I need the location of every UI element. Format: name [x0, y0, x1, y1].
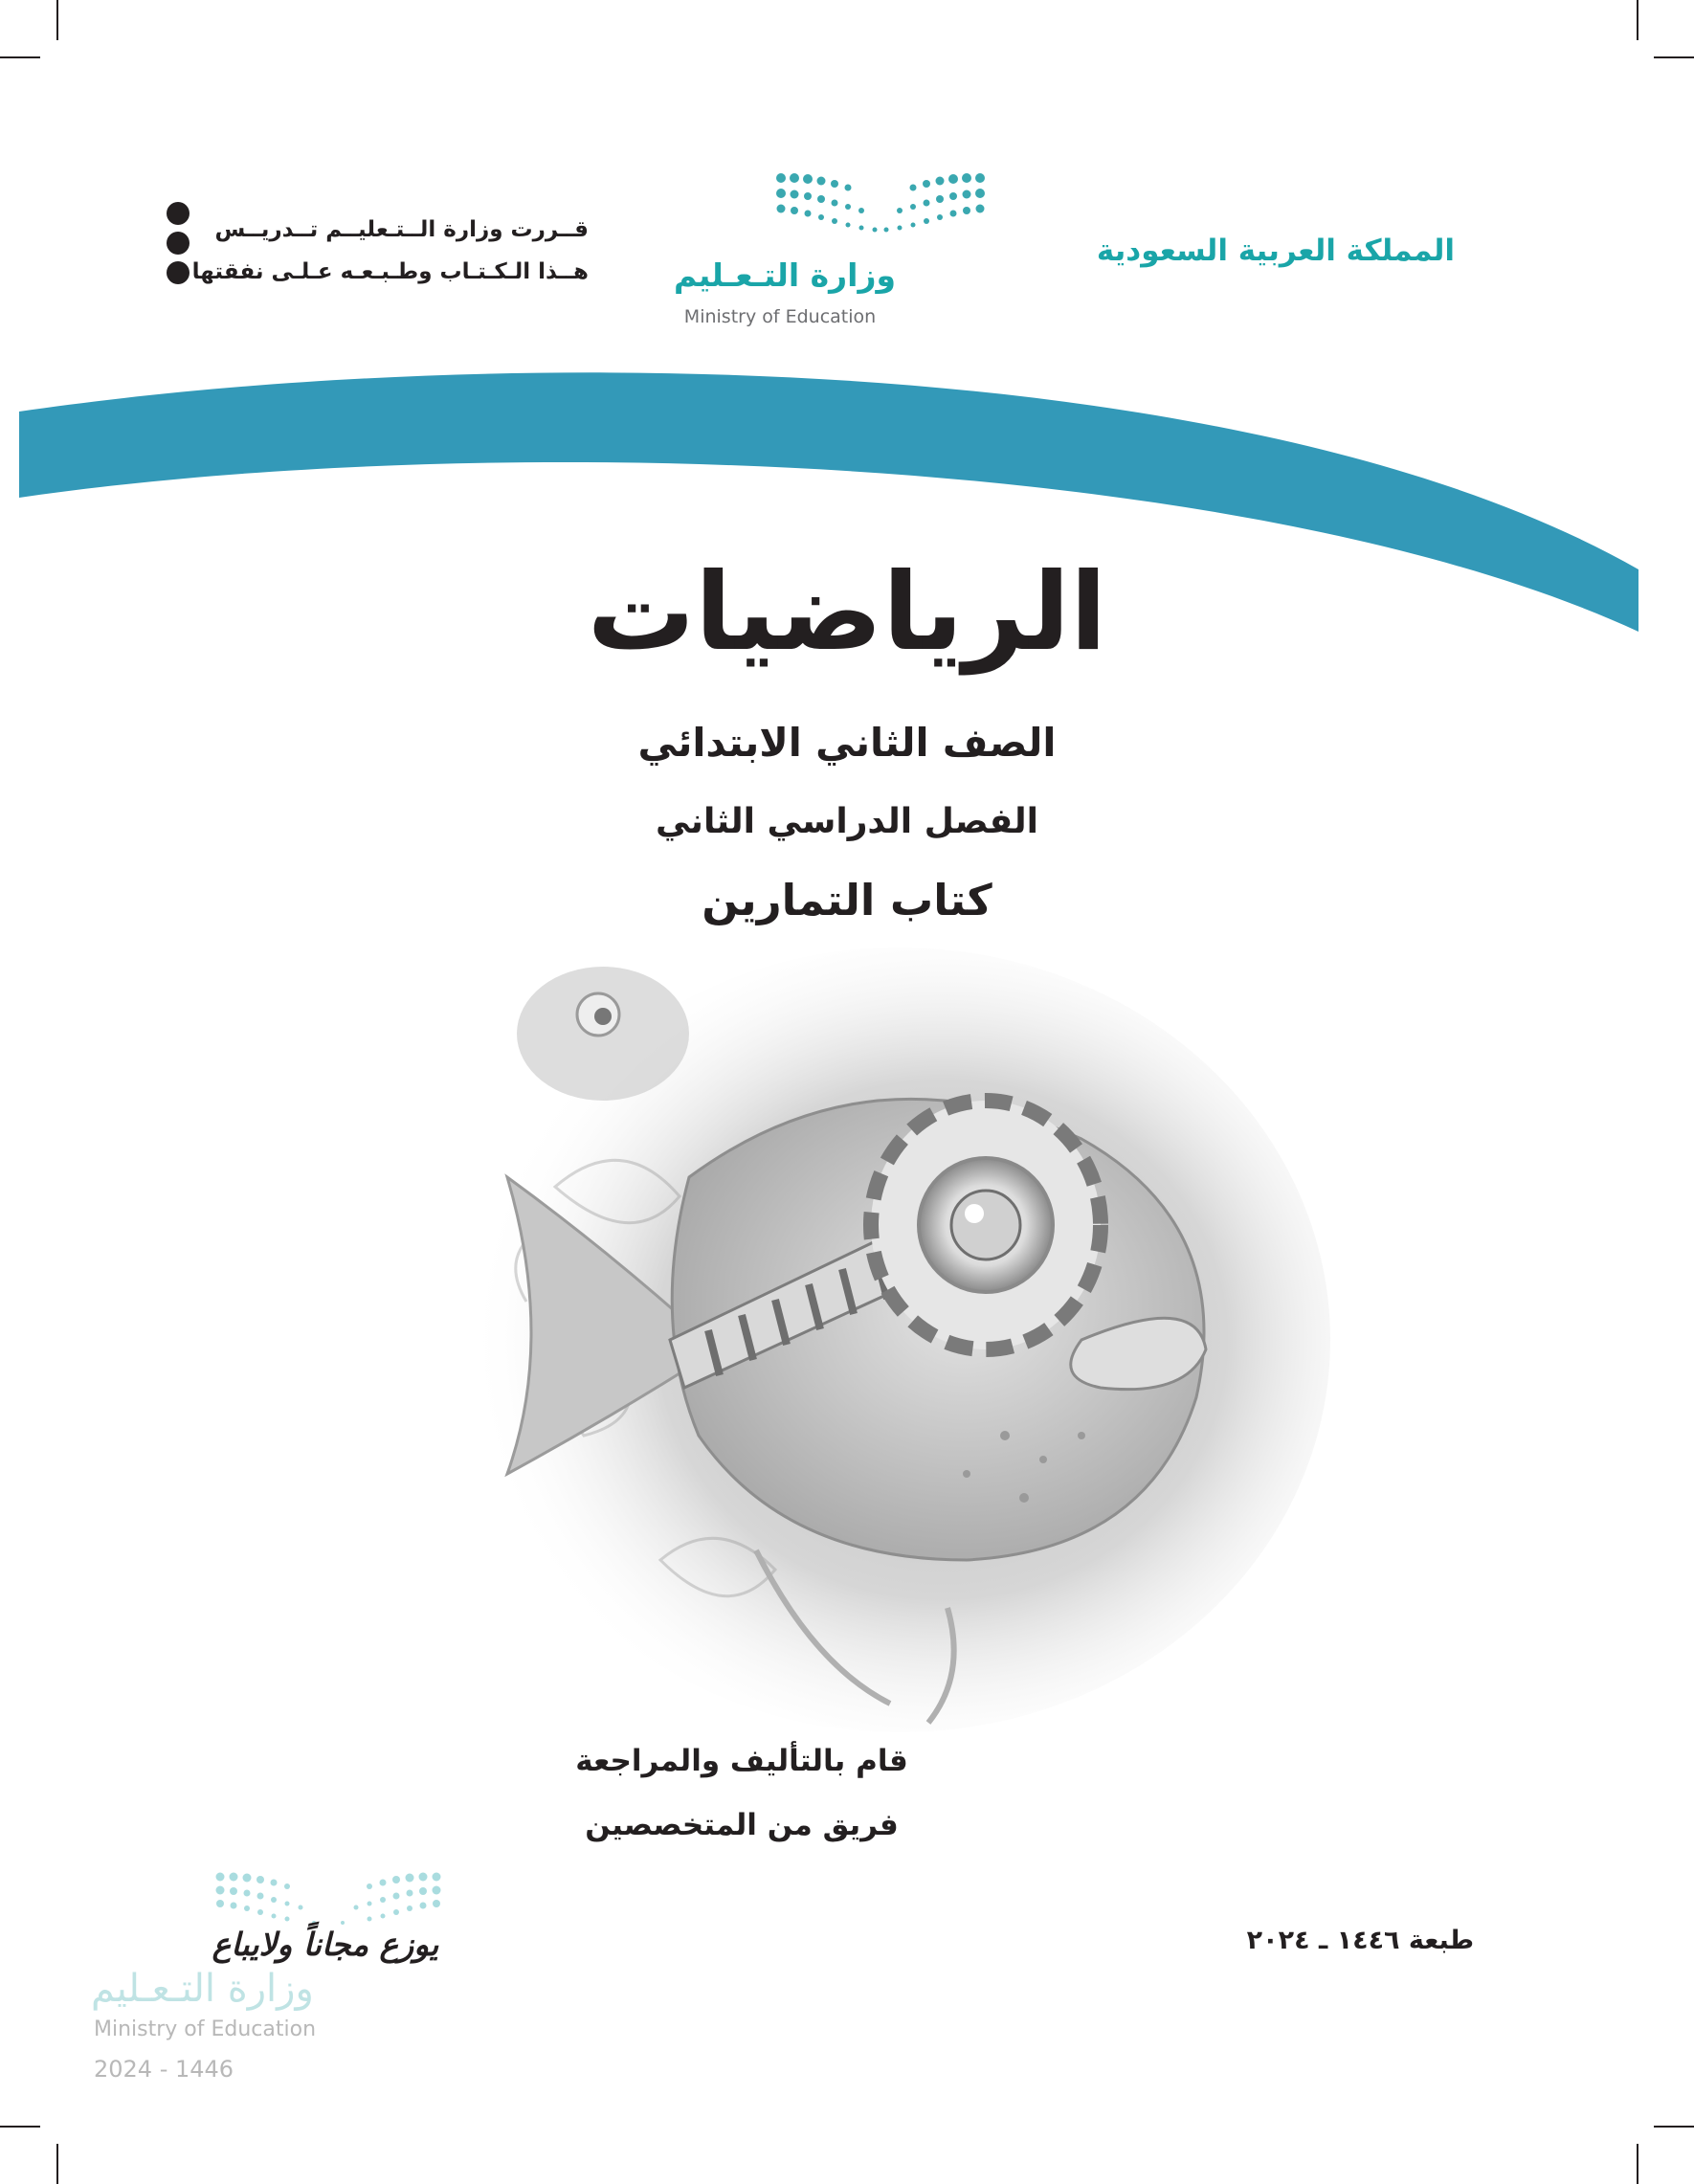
crop-mark — [1637, 0, 1638, 40]
book-title: الرياضيات — [587, 550, 1107, 675]
decree-text — [163, 209, 589, 293]
credits-line-1: قام بالتأليف والمراجعة — [575, 1744, 908, 1778]
edition-label: طبعة ١٤٤٦ ـ ٢٠٢٤ — [1246, 1926, 1474, 1955]
fish-illustration — [469, 938, 1330, 1732]
ministry-name-en: Ministry of Education — [683, 306, 877, 327]
crop-mark — [0, 56, 40, 58]
ministry-logo-icon — [766, 170, 995, 247]
decree-line-2: هــذا الـكـتـاب وطـبـعـه عـلـى نفقتها — [191, 259, 589, 284]
book-semester: الفصل الدراسي الثاني — [656, 802, 1038, 841]
watermark-logo-icon — [209, 1871, 448, 1930]
crop-mark — [0, 2126, 40, 2128]
watermark-name-en: Ministry of Education — [94, 2017, 317, 2041]
kingdom-label: المملكة العربية السعودية — [1096, 234, 1455, 268]
crop-mark — [56, 2144, 58, 2184]
book-grade: الصف الثاني الابتدائي — [637, 720, 1057, 766]
credits-line-2: فريق من المتخصصين — [585, 1808, 899, 1842]
decree-line-1: قــررت وزارة الــتـعليــم تــدريــس — [214, 217, 589, 242]
decree-dots-icon — [167, 202, 195, 291]
crop-mark — [56, 0, 58, 40]
ministry-name-ar: وزارة التـعـليم — [674, 256, 896, 294]
watermark-year: 2024 - 1446 — [94, 2056, 234, 2083]
crop-mark — [1654, 56, 1694, 58]
crop-mark — [1654, 2126, 1694, 2128]
crop-mark — [1637, 2144, 1638, 2184]
watermark-name-ar: وزارة التـعـليم — [91, 1967, 314, 2011]
book-type: كتاب التمارين — [702, 875, 992, 925]
free-distribution-stamp: يوزع مجاناً ولايباع — [212, 1926, 439, 1963]
